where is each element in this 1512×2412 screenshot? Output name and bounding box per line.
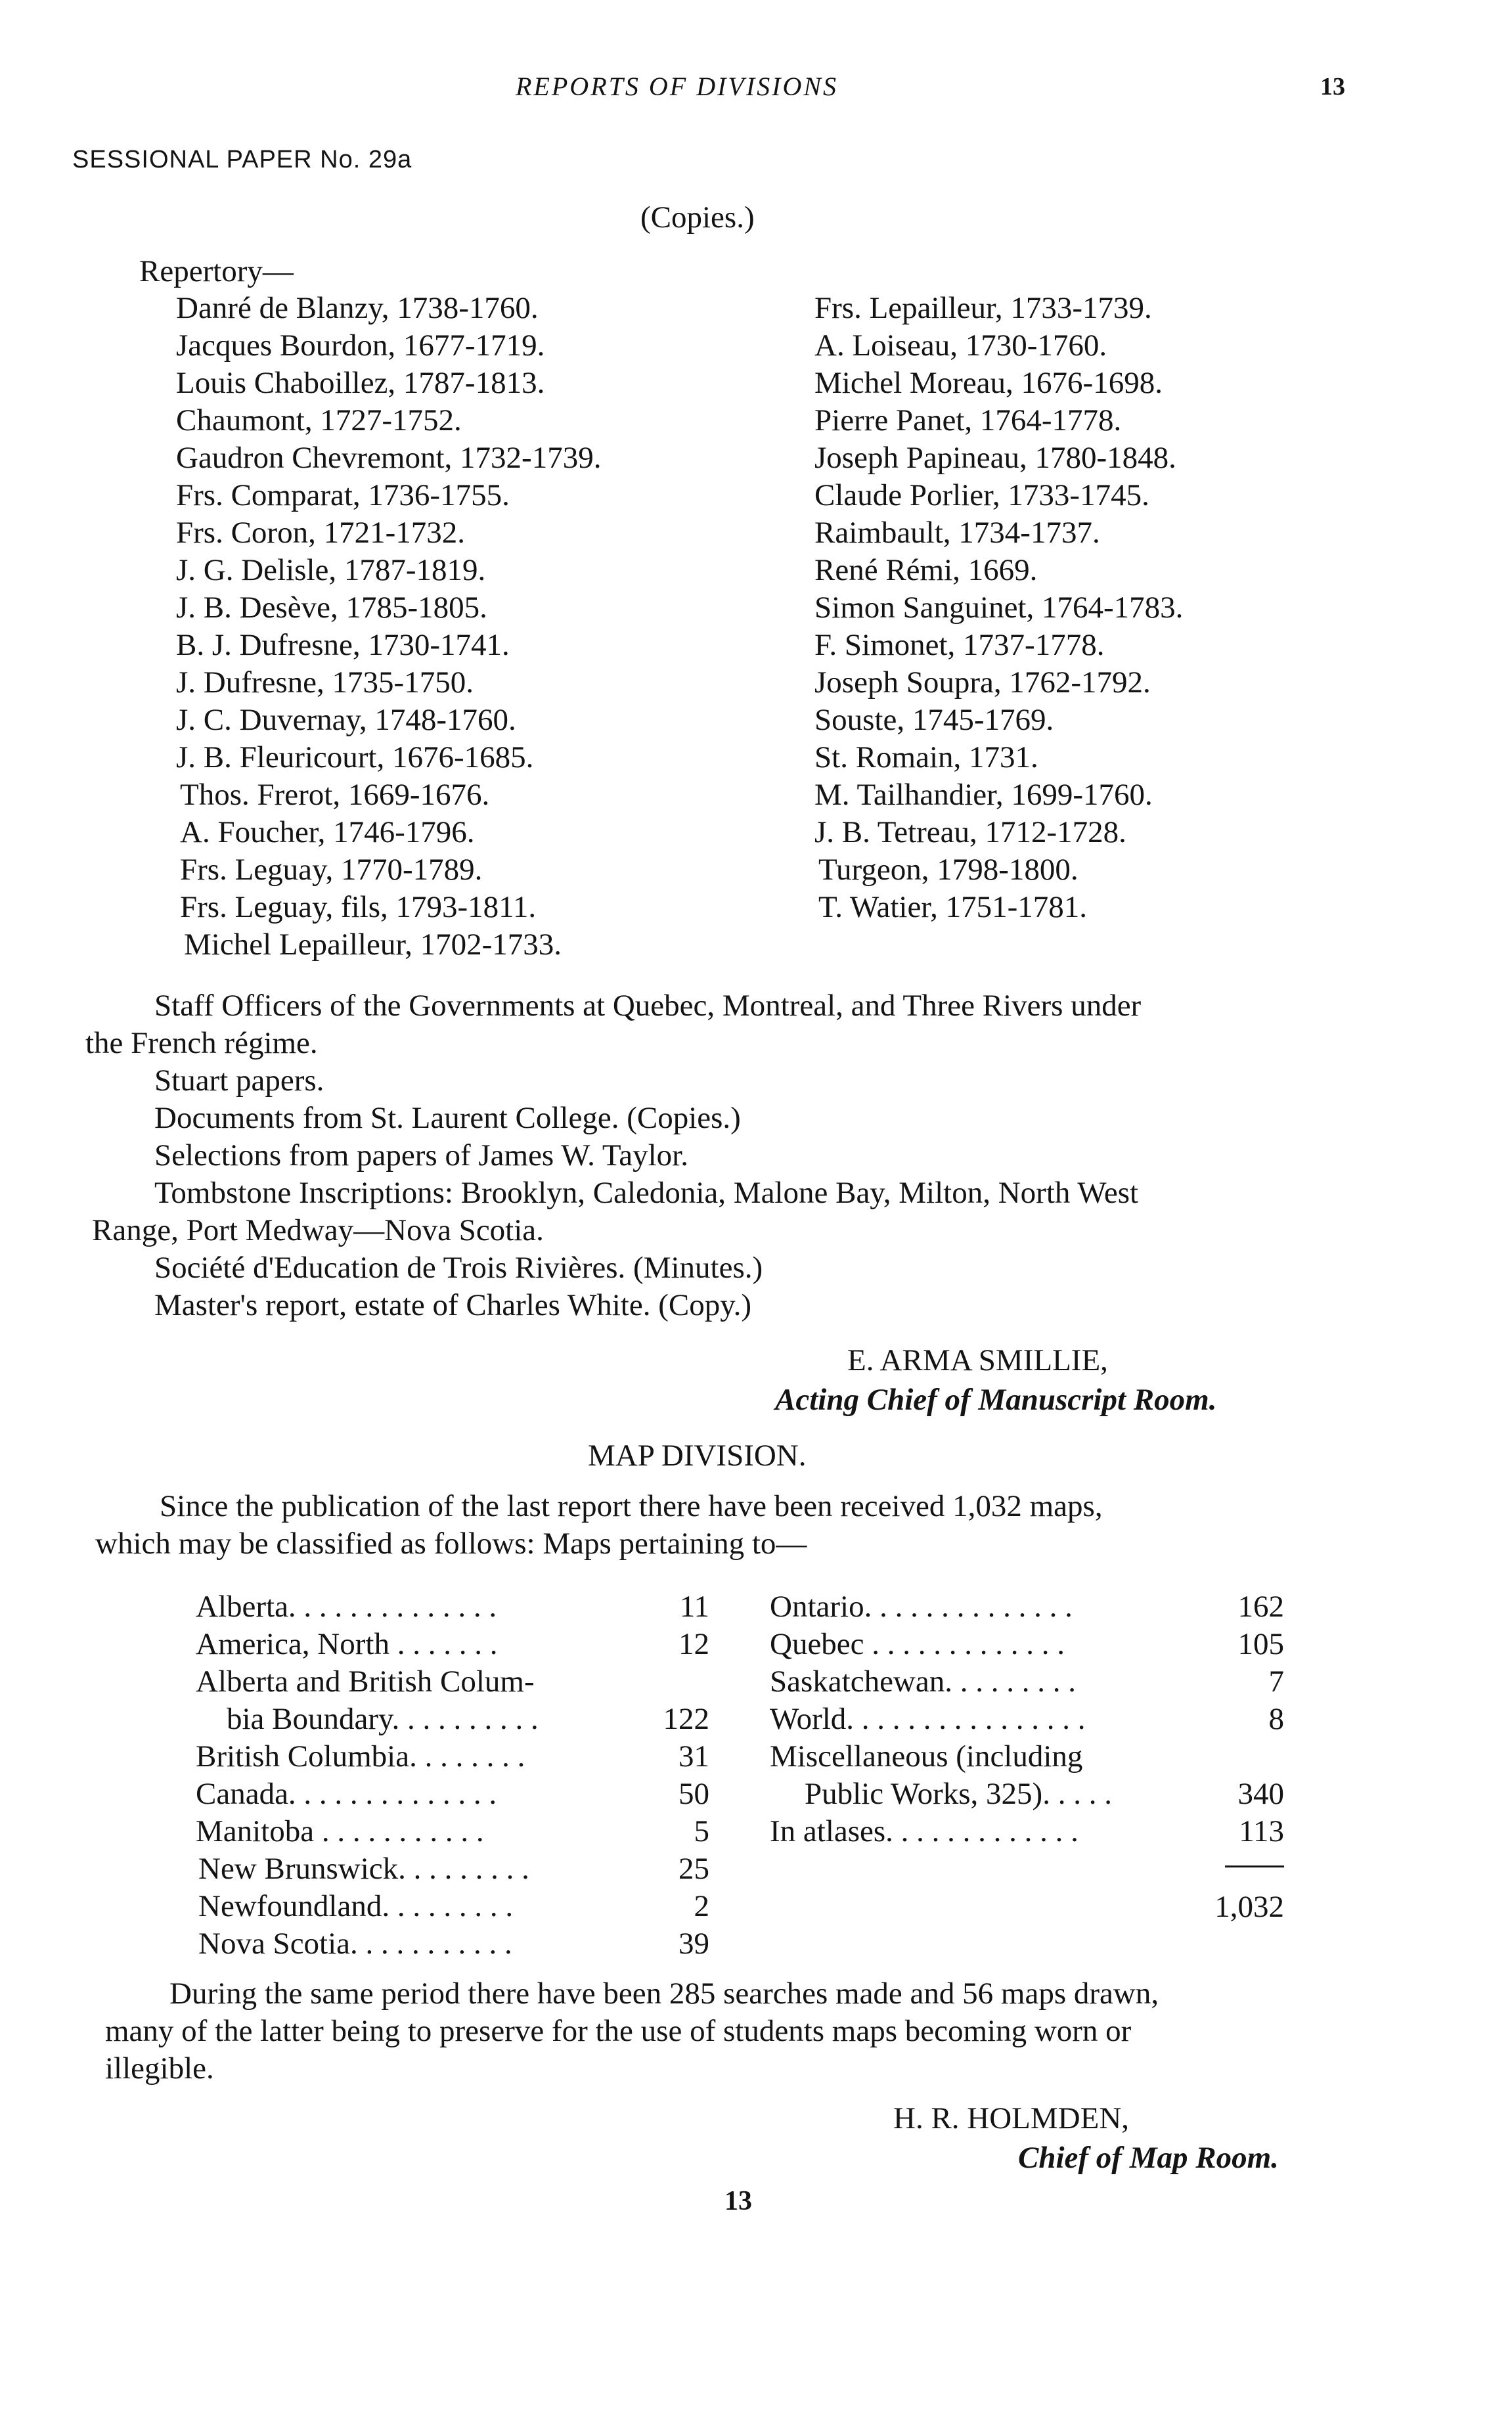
list-item: Frs. Coron, 1721-1732. <box>176 516 465 550</box>
paragraph-line: Master's report, estate of Charles White. (Copy.) <box>154 1288 752 1322</box>
table-row-value: 12 <box>678 1627 709 1661</box>
table-row-value: 113 <box>1239 1814 1284 1848</box>
table-row-value: 105 <box>1237 1627 1284 1661</box>
list-item: J. G. Delisle, 1787-1819. <box>176 553 486 587</box>
list-item: Souste, 1745-1769. <box>814 703 1054 737</box>
paragraph-line: Société d'Education de Trois Rivières. (Minutes.) <box>154 1251 763 1285</box>
signature-name: E. ARMA SMILLIE, <box>847 1343 1108 1377</box>
signature-title: Chief of Map Room. <box>1018 2141 1279 2175</box>
paragraph-line: illegible. <box>105 2051 214 2086</box>
paragraph-line: which may be classified as follows: Maps pertaining to— <box>95 1527 807 1561</box>
list-item: Michel Lepailleur, 1702-1733. <box>184 927 562 962</box>
total-rule <box>1225 1865 1284 1867</box>
copies-heading: (Copies.) <box>640 200 755 234</box>
paragraph-line: Documents from St. Laurent College. (Copies.) <box>154 1101 741 1135</box>
list-item: Joseph Papineau, 1780-1848. <box>814 441 1176 475</box>
list-item: Claude Porlier, 1733-1745. <box>814 478 1149 512</box>
list-item: Jacques Bourdon, 1677-1719. <box>176 328 545 363</box>
table-row-label: British Columbia. . . . . . . . <box>196 1739 525 1774</box>
list-item: J. Dufresne, 1735-1750. <box>176 665 474 700</box>
list-item: Simon Sanguinet, 1764-1783. <box>814 591 1184 625</box>
paragraph-line: Since the publication of the last report there have been received 1,032 maps, <box>160 1489 1103 1523</box>
paragraph-line: Stuart papers. <box>154 1063 324 1098</box>
list-item: Thos. Frerot, 1669-1676. <box>180 778 490 812</box>
table-row-label: Manitoba . . . . . . . . . . . <box>196 1814 484 1848</box>
list-item: René Rémi, 1669. <box>814 553 1038 587</box>
table-row-label: Nova Scotia. . . . . . . . . . . <box>198 1927 512 1961</box>
list-item: Frs. Lepailleur, 1733-1739. <box>814 291 1152 325</box>
table-row-label: bia Boundary. . . . . . . . . . <box>227 1702 539 1736</box>
table-row-label: Public Works, 325). . . . . <box>805 1777 1112 1811</box>
table-row-value: 2 <box>694 1889 709 1923</box>
running-head: REPORTS OF DIVISIONS <box>516 72 839 101</box>
list-item: Joseph Soupra, 1762-1792. <box>814 665 1151 700</box>
table-row-label: World. . . . . . . . . . . . . . . . <box>770 1702 1086 1736</box>
table-row-label: New Brunswick. . . . . . . . . <box>198 1852 529 1886</box>
list-item: T. Watier, 1751-1781. <box>818 890 1087 924</box>
list-item: A. Loiseau, 1730-1760. <box>814 328 1107 363</box>
table-row-label: Miscellaneous (including <box>770 1739 1083 1774</box>
page-number-footer: 13 <box>724 2186 752 2216</box>
repertory-label: Repertory— <box>139 254 294 288</box>
list-item: Raimbault, 1734-1737. <box>814 516 1100 550</box>
table-row-label: Alberta. . . . . . . . . . . . . . <box>196 1590 497 1624</box>
table-row-value: 8 <box>1268 1702 1284 1736</box>
list-item: Frs. Leguay, 1770-1789. <box>180 853 483 887</box>
list-item: Michel Moreau, 1676-1698. <box>814 366 1163 400</box>
list-item: J. B. Fleuricourt, 1676-1685. <box>176 740 534 774</box>
table-row-value: 50 <box>678 1777 709 1811</box>
signature-title: Acting Chief of Manuscript Room. <box>775 1383 1217 1417</box>
paragraph-line: the French régime. <box>85 1026 318 1060</box>
paragraph-line: Range, Port Medway—Nova Scotia. <box>92 1213 544 1247</box>
table-row-value: 11 <box>679 1590 709 1624</box>
table-row-value: 31 <box>678 1739 709 1774</box>
list-item: St. Romain, 1731. <box>814 740 1038 774</box>
table-total: 1,032 <box>1214 1890 1284 1924</box>
paragraph-line: During the same period there have been 285 searches made and 56 maps drawn, <box>169 1976 1159 2011</box>
paragraph-line: many of the latter being to preserve for the use of students maps becoming worn or <box>105 2014 1132 2048</box>
list-item: Turgeon, 1798-1800. <box>818 853 1078 887</box>
list-item: Louis Chaboillez, 1787-1813. <box>176 366 545 400</box>
list-item: F. Simonet, 1737-1778. <box>814 628 1105 662</box>
list-item: Gaudron Chevremont, 1732-1739. <box>176 441 602 475</box>
table-row-label: Alberta and British Colum- <box>196 1664 535 1699</box>
paragraph-line: Staff Officers of the Governments at Quebec, Montreal, and Three Rivers under <box>154 989 1142 1023</box>
list-item: Danré de Blanzy, 1738-1760. <box>176 291 539 325</box>
table-row-label: Quebec . . . . . . . . . . . . . <box>770 1627 1065 1661</box>
paragraph-line: Selections from papers of James W. Taylor. <box>154 1138 688 1172</box>
table-row-value: 25 <box>678 1852 709 1886</box>
table-row-label: America, North . . . . . . . <box>196 1627 498 1661</box>
table-row-value: 162 <box>1237 1590 1284 1624</box>
table-row-label: Ontario. . . . . . . . . . . . . . <box>770 1590 1073 1624</box>
table-row-label: Newfoundland. . . . . . . . . <box>198 1889 514 1923</box>
list-item: J. B. Desève, 1785-1805. <box>176 591 487 625</box>
table-row-label: In atlases. . . . . . . . . . . . . <box>770 1814 1078 1848</box>
paragraph-line: Tombstone Inscriptions: Brooklyn, Caledonia, Malone Bay, Milton, North West <box>154 1176 1139 1210</box>
sessional-paper-label: SESSIONAL PAPER No. 29a <box>72 146 412 173</box>
table-row-value: 122 <box>663 1702 709 1736</box>
table-row-label: Saskatchewan. . . . . . . . . <box>770 1664 1076 1699</box>
page-number-top: 13 <box>1320 73 1345 100</box>
table-row-value: 7 <box>1268 1664 1284 1699</box>
list-item: Pierre Panet, 1764-1778. <box>814 403 1122 437</box>
table-row-value: 340 <box>1237 1777 1284 1811</box>
list-item: M. Tailhandier, 1699-1760. <box>814 778 1153 812</box>
table-row-label: Canada. . . . . . . . . . . . . . <box>196 1777 497 1811</box>
signature-name: H. R. HOLMDEN, <box>893 2101 1130 2135</box>
list-item: Frs. Comparat, 1736-1755. <box>176 478 510 512</box>
list-item: B. J. Dufresne, 1730-1741. <box>176 628 510 662</box>
table-row-value: 39 <box>678 1927 709 1961</box>
list-item: A. Foucher, 1746-1796. <box>180 815 475 849</box>
table-row-value: 5 <box>694 1814 709 1848</box>
list-item: Chaumont, 1727-1752. <box>176 403 462 437</box>
list-item: J. C. Duvernay, 1748-1760. <box>176 703 516 737</box>
section-heading: MAP DIVISION. <box>588 1439 807 1473</box>
list-item: Frs. Leguay, fils, 1793-1811. <box>180 890 537 924</box>
list-item: J. B. Tetreau, 1712-1728. <box>814 815 1126 849</box>
